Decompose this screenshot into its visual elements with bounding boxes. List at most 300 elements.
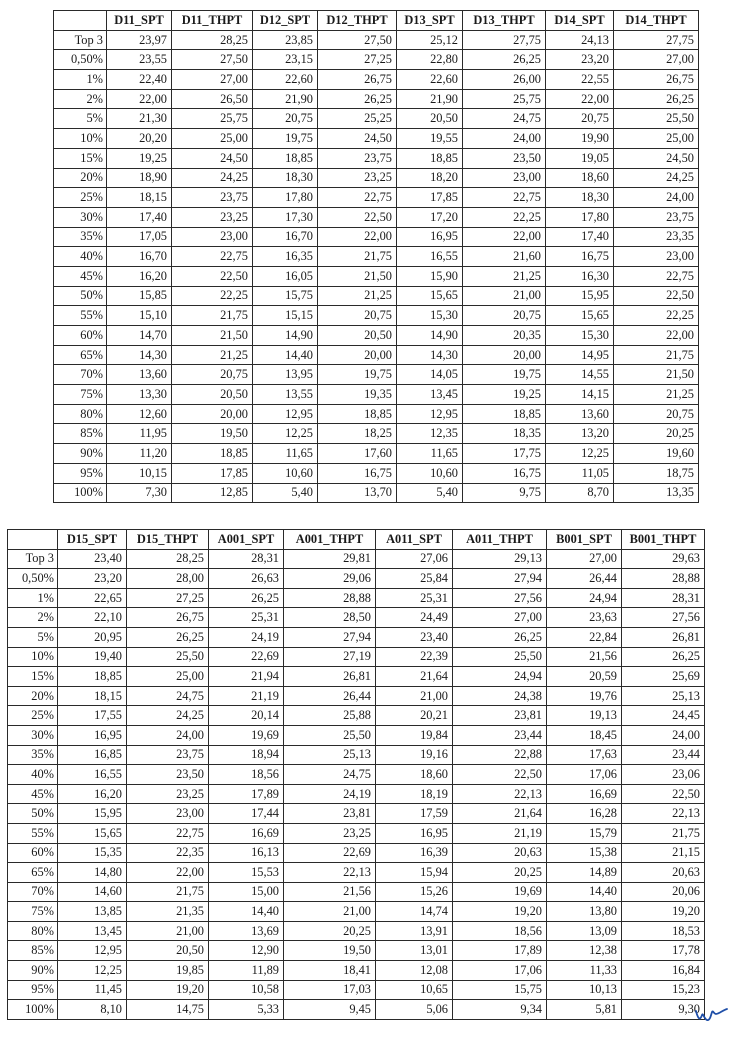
table-cell: 24,50: [318, 129, 397, 149]
table-cell: 13,09: [547, 921, 622, 941]
table-cell: 18,19: [376, 784, 453, 804]
table-cell: 22,35: [127, 843, 209, 863]
table-cell: 27,25: [127, 588, 209, 608]
table-row: [8, 667, 705, 687]
row-label: 2%: [54, 89, 107, 109]
table-cell: 13,85: [58, 902, 127, 922]
table-cell: 5,06: [376, 1000, 453, 1020]
table-cell: 17,40: [546, 227, 614, 247]
table-cell: 12,38: [547, 941, 622, 961]
table-cell: 27,19: [284, 647, 376, 667]
table-cell: 21,50: [614, 365, 699, 385]
table-cell: 23,81: [453, 706, 547, 726]
table-cell: 20,21: [376, 706, 453, 726]
table-cell: 19,75: [318, 365, 397, 385]
table-cell: 24,45: [622, 706, 705, 726]
table-row: [54, 345, 699, 365]
table-cell: 16,75: [546, 247, 614, 267]
table-cell: 14,80: [58, 863, 127, 883]
table-cell: 20,00: [172, 404, 253, 424]
table-cell: 22,75: [318, 188, 397, 208]
table-cell: 20,95: [58, 627, 127, 647]
table-cell: 15,00: [209, 882, 284, 902]
table-cell: 16,28: [547, 804, 622, 824]
table-cell: 19,85: [127, 961, 209, 981]
row-label: 5%: [54, 109, 107, 129]
table-cell: 11,05: [546, 463, 614, 483]
table-cell: 22,00: [127, 863, 209, 883]
table-cell: 27,00: [547, 549, 622, 569]
table-cell: 21,90: [397, 89, 463, 109]
table-row: [8, 882, 705, 902]
table-cell: 16,95: [376, 823, 453, 843]
table-cell: 23,40: [376, 627, 453, 647]
table-cell: 26,44: [547, 569, 622, 589]
row-label: 15%: [8, 667, 58, 687]
row-label: 65%: [8, 863, 58, 883]
table-cell: 29,81: [284, 549, 376, 569]
table-cell: 19,05: [546, 148, 614, 168]
row-label: 55%: [54, 306, 107, 326]
table-cell: 12,90: [209, 941, 284, 961]
row-label: 40%: [8, 765, 58, 785]
table-cell: 18,85: [463, 404, 546, 424]
table-cell: 18,56: [209, 765, 284, 785]
table-cell: 24,50: [172, 148, 253, 168]
table-row: [8, 745, 705, 765]
table-cell: 12,95: [253, 404, 318, 424]
table-cell: 19,69: [209, 725, 284, 745]
table-cell: 23,75: [127, 745, 209, 765]
table-row: [54, 404, 699, 424]
table-cell: 21,25: [172, 345, 253, 365]
table-cell: 27,00: [453, 608, 547, 628]
row-label: 100%: [8, 1000, 58, 1020]
table-cell: 22,13: [284, 863, 376, 883]
table-cell: 7,30: [107, 483, 172, 503]
table-cell: 23,25: [284, 823, 376, 843]
table-cell: 22,88: [453, 745, 547, 765]
table-cell: 19,25: [107, 148, 172, 168]
table-cell: 15,95: [546, 286, 614, 306]
table-cell: 13,30: [107, 385, 172, 405]
score-table-d-blocks: [53, 10, 699, 503]
table-row: [8, 902, 705, 922]
table-cell: 21,90: [253, 89, 318, 109]
table-cell: 19,60: [614, 444, 699, 464]
table-cell: 23,55: [107, 50, 172, 70]
table-cell: 12,95: [397, 404, 463, 424]
corner-cell: [8, 530, 58, 550]
table-cell: 11,65: [253, 444, 318, 464]
table-cell: 15,15: [253, 306, 318, 326]
table-cell: 21,25: [318, 286, 397, 306]
table-cell: 22,60: [397, 70, 463, 90]
table-cell: 14,75: [127, 1000, 209, 1020]
table-body: [54, 30, 699, 503]
table-cell: 16,69: [209, 823, 284, 843]
table-cell: 26,25: [209, 588, 284, 608]
table-cell: 26,81: [622, 627, 705, 647]
column-header: D11_THPT: [172, 11, 253, 31]
table-row: [54, 207, 699, 227]
table-cell: 25,75: [463, 89, 546, 109]
table-cell: 18,60: [376, 765, 453, 785]
table-row: [8, 961, 705, 981]
table-cell: 15,10: [107, 306, 172, 326]
table-row: [8, 725, 705, 745]
table-cell: 21,19: [209, 686, 284, 706]
table-cell: 18,15: [107, 188, 172, 208]
table-cell: 20,75: [614, 404, 699, 424]
row-label: 80%: [54, 404, 107, 424]
column-header: A011_THPT: [453, 530, 547, 550]
table-cell: 21,56: [284, 882, 376, 902]
row-label: 20%: [8, 686, 58, 706]
table-cell: 22,40: [107, 70, 172, 90]
table-cell: 27,94: [453, 569, 547, 589]
table-cell: 17,55: [58, 706, 127, 726]
table-cell: 17,85: [172, 463, 253, 483]
table-cell: 17,05: [107, 227, 172, 247]
row-label: 50%: [8, 804, 58, 824]
table-cell: 17,60: [318, 444, 397, 464]
row-label: 15%: [54, 148, 107, 168]
table-cell: 19,69: [453, 882, 547, 902]
row-label: 70%: [8, 882, 58, 902]
table-cell: 23,00: [127, 804, 209, 824]
table-cell: 19,50: [172, 424, 253, 444]
table-cell: 19,55: [397, 129, 463, 149]
table-row: [54, 30, 699, 50]
table-cell: 24,00: [463, 129, 546, 149]
table-cell: 23,06: [622, 765, 705, 785]
table-cell: 27,50: [318, 30, 397, 50]
table-cell: 15,75: [453, 980, 547, 1000]
table-cell: 14,90: [253, 326, 318, 346]
row-label: 10%: [8, 647, 58, 667]
table-cell: 21,00: [284, 902, 376, 922]
table-cell: 25,31: [376, 588, 453, 608]
table-cell: 15,65: [397, 286, 463, 306]
table-cell: 17,75: [463, 444, 546, 464]
table-cell: 20,75: [253, 109, 318, 129]
table-cell: 21,75: [127, 882, 209, 902]
table-cell: 19,40: [58, 647, 127, 667]
table-cell: 25,12: [397, 30, 463, 50]
column-header: A001_SPT: [209, 530, 284, 550]
table-cell: 16,85: [58, 745, 127, 765]
table-cell: 20,50: [127, 941, 209, 961]
table-cell: 19,75: [253, 129, 318, 149]
table-cell: 26,25: [614, 89, 699, 109]
table-cell: 27,56: [622, 608, 705, 628]
table-cell: 25,50: [284, 725, 376, 745]
row-label: 25%: [54, 188, 107, 208]
table-cell: 14,30: [107, 345, 172, 365]
table-cell: 16,05: [253, 266, 318, 286]
table-cell: 10,58: [209, 980, 284, 1000]
table-cell: 22,50: [622, 784, 705, 804]
table-cell: 24,38: [453, 686, 547, 706]
table-cell: 25,84: [376, 569, 453, 589]
row-label: Top 3: [8, 549, 58, 569]
table-cell: 24,19: [209, 627, 284, 647]
table-cell: 14,40: [547, 882, 622, 902]
row-label: 95%: [54, 463, 107, 483]
table-cell: 25,75: [172, 109, 253, 129]
table-cell: 26,25: [453, 627, 547, 647]
table-cell: 23,25: [127, 784, 209, 804]
table-cell: 24,00: [622, 725, 705, 745]
table-row: [8, 843, 705, 863]
table-cell: 19,90: [546, 129, 614, 149]
table-cell: 15,23: [622, 980, 705, 1000]
table-cell: 21,35: [127, 902, 209, 922]
table-cell: 21,50: [318, 266, 397, 286]
row-label: 25%: [8, 706, 58, 726]
row-label: 95%: [8, 980, 58, 1000]
table-cell: 14,95: [546, 345, 614, 365]
table-cell: 16,55: [58, 765, 127, 785]
table-cell: 25,25: [318, 109, 397, 129]
table-cell: 23,75: [172, 188, 253, 208]
column-header: D13_SPT: [397, 11, 463, 31]
table-cell: 25,13: [622, 686, 705, 706]
table-cell: 22,75: [172, 247, 253, 267]
table-cell: 24,25: [172, 168, 253, 188]
table-cell: 22,13: [622, 804, 705, 824]
table-cell: 5,81: [547, 1000, 622, 1020]
table-cell: 13,70: [318, 483, 397, 503]
table-cell: 29,13: [453, 549, 547, 569]
table-cell: 24,94: [547, 588, 622, 608]
table-row: [8, 588, 705, 608]
header-row: [8, 530, 705, 550]
table-cell: 28,25: [172, 30, 253, 50]
table-cell: 16,84: [622, 961, 705, 981]
table-cell: 5,40: [397, 483, 463, 503]
table-cell: 10,60: [397, 463, 463, 483]
table-cell: 25,00: [614, 129, 699, 149]
row-label: 10%: [54, 129, 107, 149]
column-header: D12_SPT: [253, 11, 318, 31]
table-row: [54, 50, 699, 70]
table-row: [54, 463, 699, 483]
table-cell: 24,94: [453, 667, 547, 687]
table-cell: 25,00: [127, 667, 209, 687]
table-cell: 16,35: [253, 247, 318, 267]
table-header: [8, 530, 705, 550]
table-cell: 26,25: [127, 627, 209, 647]
table-cell: 19,16: [376, 745, 453, 765]
table-cell: 25,88: [284, 706, 376, 726]
table-cell: 24,25: [127, 706, 209, 726]
table-cell: 26,00: [463, 70, 546, 90]
column-header: A011_SPT: [376, 530, 453, 550]
table-cell: 18,41: [284, 961, 376, 981]
table-cell: 23,25: [172, 207, 253, 227]
table-cell: 22,60: [253, 70, 318, 90]
table-cell: 28,31: [209, 549, 284, 569]
table-cell: 22,25: [172, 286, 253, 306]
table-cell: 23,75: [614, 207, 699, 227]
table-cell: 20,25: [453, 863, 547, 883]
table-cell: 18,56: [453, 921, 547, 941]
table-cell: 18,75: [614, 463, 699, 483]
table-cell: 21,15: [622, 843, 705, 863]
column-header: D12_THPT: [318, 11, 397, 31]
table-cell: 20,75: [546, 109, 614, 129]
table-cell: 16,95: [58, 725, 127, 745]
row-label: 1%: [54, 70, 107, 90]
table-cell: 14,15: [546, 385, 614, 405]
table-cell: 16,20: [58, 784, 127, 804]
row-label: 60%: [54, 326, 107, 346]
table-cell: 20,75: [172, 365, 253, 385]
row-label: 90%: [8, 961, 58, 981]
table-cell: 19,20: [127, 980, 209, 1000]
table-cell: 16,55: [397, 247, 463, 267]
table-cell: 16,13: [209, 843, 284, 863]
table-cell: 27,94: [284, 627, 376, 647]
table-cell: 10,15: [107, 463, 172, 483]
table-cell: 14,60: [58, 882, 127, 902]
column-header: D15_THPT: [127, 530, 209, 550]
table-cell: 22,50: [318, 207, 397, 227]
table-cell: 24,13: [546, 30, 614, 50]
table-cell: 12,25: [546, 444, 614, 464]
table-cell: 20,25: [614, 424, 699, 444]
table-cell: 13,69: [209, 921, 284, 941]
table-cell: 12,25: [253, 424, 318, 444]
table-cell: 9,45: [284, 1000, 376, 1020]
row-label: 35%: [54, 227, 107, 247]
table-cell: 18,30: [253, 168, 318, 188]
table-cell: 20,35: [463, 326, 546, 346]
table-cell: 26,25: [622, 647, 705, 667]
table-cell: 14,30: [397, 345, 463, 365]
table-cell: 22,75: [127, 823, 209, 843]
table-cell: 21,64: [453, 804, 547, 824]
table-row: [54, 483, 699, 503]
table-row: [54, 70, 699, 90]
table-cell: 14,40: [253, 345, 318, 365]
table-cell: 20,14: [209, 706, 284, 726]
table-cell: 18,45: [547, 725, 622, 745]
table-cell: 11,45: [58, 980, 127, 1000]
table-cell: 15,90: [397, 266, 463, 286]
table-cell: 23,25: [318, 168, 397, 188]
table-cell: 21,00: [376, 686, 453, 706]
table-cell: 9,34: [453, 1000, 547, 1020]
table-cell: 25,00: [172, 129, 253, 149]
row-label: 2%: [8, 608, 58, 628]
table-cell: 19,76: [547, 686, 622, 706]
table-cell: 25,50: [127, 647, 209, 667]
table-cell: 27,06: [376, 549, 453, 569]
table-row: [8, 765, 705, 785]
table-cell: 25,50: [614, 109, 699, 129]
table-cell: 14,05: [397, 365, 463, 385]
table-cell: 27,25: [318, 50, 397, 70]
table-cell: 13,91: [376, 921, 453, 941]
table-cell: 17,85: [397, 188, 463, 208]
table-cell: 24,50: [614, 148, 699, 168]
table-cell: 18,85: [172, 444, 253, 464]
table-row: [8, 627, 705, 647]
table-row: [54, 444, 699, 464]
table-cell: 13,80: [547, 902, 622, 922]
table-cell: 20,50: [172, 385, 253, 405]
table-row: [8, 921, 705, 941]
table-cell: 29,06: [284, 569, 376, 589]
table-cell: 11,33: [547, 961, 622, 981]
table-cell: 18,25: [318, 424, 397, 444]
row-label: 55%: [8, 823, 58, 843]
table-row: [8, 608, 705, 628]
table-cell: 22,69: [209, 647, 284, 667]
table-cell: 17,89: [453, 941, 547, 961]
table-cell: 15,79: [547, 823, 622, 843]
table-row: [54, 385, 699, 405]
table-cell: 11,20: [107, 444, 172, 464]
table-row: [54, 89, 699, 109]
column-header: D14_THPT: [614, 11, 699, 31]
table-cell: 18,20: [397, 168, 463, 188]
table-cell: 26,75: [318, 70, 397, 90]
table-row: [8, 863, 705, 883]
column-header: A001_THPT: [284, 530, 376, 550]
table-cell: 20,25: [284, 921, 376, 941]
table-cell: 18,85: [318, 404, 397, 424]
table-cell: 24,49: [376, 608, 453, 628]
table-cell: 16,69: [547, 784, 622, 804]
table-row: [54, 227, 699, 247]
table-cell: 26,63: [209, 569, 284, 589]
table-cell: 15,30: [546, 326, 614, 346]
table-cell: 27,00: [172, 70, 253, 90]
table-cell: 28,00: [127, 569, 209, 589]
table-cell: 13,01: [376, 941, 453, 961]
table-cell: 17,63: [547, 745, 622, 765]
table-row: [54, 424, 699, 444]
table-cell: 14,70: [107, 326, 172, 346]
table-cell: 13,60: [107, 365, 172, 385]
row-label: 60%: [8, 843, 58, 863]
row-label: 100%: [54, 483, 107, 503]
row-label: 90%: [54, 444, 107, 464]
table-cell: 22,55: [546, 70, 614, 90]
table-cell: 23,20: [58, 569, 127, 589]
table-cell: 23,44: [622, 745, 705, 765]
table-cell: 20,50: [397, 109, 463, 129]
table-cell: 23,35: [614, 227, 699, 247]
table-row: [54, 188, 699, 208]
column-header: B001_SPT: [547, 530, 622, 550]
row-label: 45%: [54, 266, 107, 286]
table-cell: 19,50: [284, 941, 376, 961]
table-cell: 20,63: [622, 863, 705, 883]
table-cell: 24,75: [284, 765, 376, 785]
table-cell: 22,10: [58, 608, 127, 628]
table-cell: 18,30: [546, 188, 614, 208]
table-cell: 26,50: [172, 89, 253, 109]
table-cell: 17,80: [546, 207, 614, 227]
table-cell: 13,95: [253, 365, 318, 385]
table-cell: 21,64: [376, 667, 453, 687]
table-cell: 18,15: [58, 686, 127, 706]
